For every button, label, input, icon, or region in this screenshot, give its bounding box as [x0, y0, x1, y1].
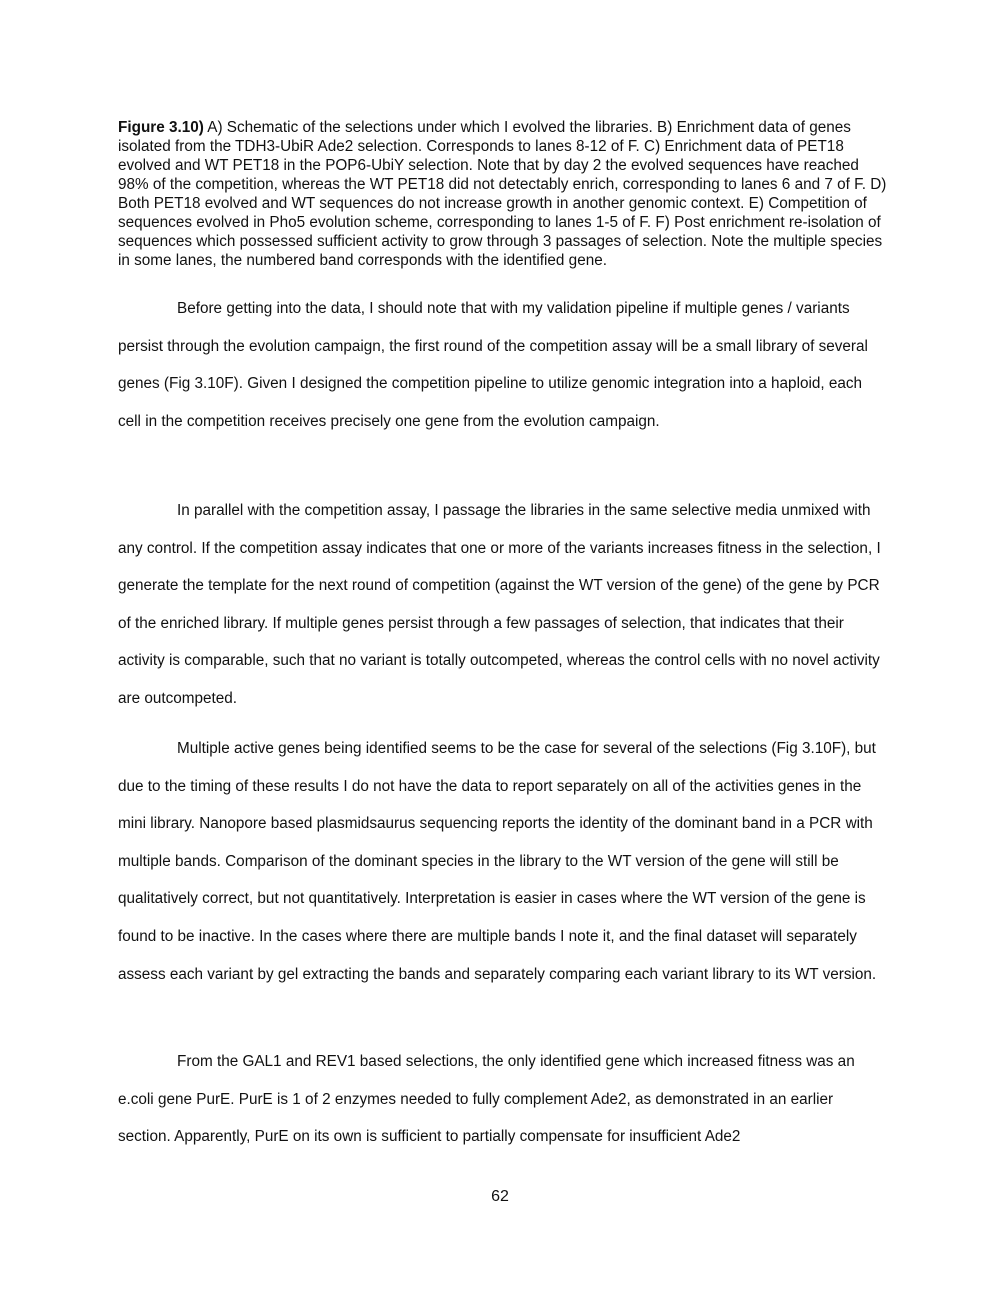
figure-caption-label: Figure 3.10) — [118, 119, 204, 136]
page-number: 62 — [491, 1188, 509, 1205]
paragraph-text: Before getting into the data, I should note that with my validation pipeline if multiple genes / variants persist through the evolution campaign, the first round of the competition assay will be a small library of several genes (Fig 3.10F). Given I designed the competition pipeline to utilize genomic integration into a haploid, each cell in the competition receives precisely one gene from the evolution campaign. — [118, 300, 868, 430]
body-paragraph-1 — [118, 290, 888, 440]
paragraph-text: In parallel with the competition assay, I passage the libraries in the same selective media unmixed with any control. If the competition assay indicates that one or more of the variants increases fitness in the selection, I generate the template for the next round of competition (against the WT version of the gene) of the gene by PCR of the enriched library. If multiple genes persist through a few passages of selection, that indicates that their activity is comparable, such that no variant is totally outcompeted, whereas the control cells with no novel activity are outcompeted. — [118, 502, 881, 707]
figure-caption-text: A) Schematic of the selections under which I evolved the libraries. B) Enrichment data of genes isolated from the TDH3-UbiR Ade2 selection. Corresponds to lanes 8-12 of F. C) Enrichment data of PET18 evolved and WT PET18 in the POP6-UbiY selection. Note that by day 2 the evolved sequences have reached 98% of the competition, whereas the WT PET18 did not detectably enrich, corresponding to lanes 6 and 7 of F. D) Both PET18 evolved and WT sequences do not increase growth in another genomic context. E) Competition of sequences evolved in Pho5 evolution scheme, corresponding to lanes 1-5 of F. F) Post enrichment re-isolation of sequences which possessed sufficient activity to grow through 3 passages of selection. Note the multiple species in some lanes, the numbered band corresponds with the identified gene. — [118, 119, 887, 269]
body-paragraph-2 — [118, 492, 888, 718]
body-paragraph-3 — [118, 730, 888, 993]
body-paragraph-4 — [118, 1043, 888, 1156]
figure-caption — [118, 118, 888, 270]
paragraph-text: From the GAL1 and REV1 based selections, the only identified gene which increased fitness was an e.coli gene PurE. PurE is 1 of 2 enzymes needed to fully complement Ade2, as demonstrated in an earlier section. Apparently, PurE on its own is sufficient to partially compensate for insufficient Ade2 — [118, 1053, 855, 1146]
paragraph-text: Multiple active genes being identified seems to be the case for several of the selections (Fig 3.10F), but due to the timing of these results I do not have the data to report separately on all of the activities genes in the mini library. Nanopore based plasmidsaurus sequencing reports the identity of the dominant band in a PCR with multiple bands. Comparison of the dominant species in the library to the WT version of the gene will still be qualitatively correct, but not quantitatively. Interpretation is easier in cases where the WT version of the gene is found to be inactive. In the cases where there are multiple bands I note it, and the final dataset will separately assess each variant by gel extracting the bands and separately comparing each variant library to its WT version. — [118, 740, 877, 983]
